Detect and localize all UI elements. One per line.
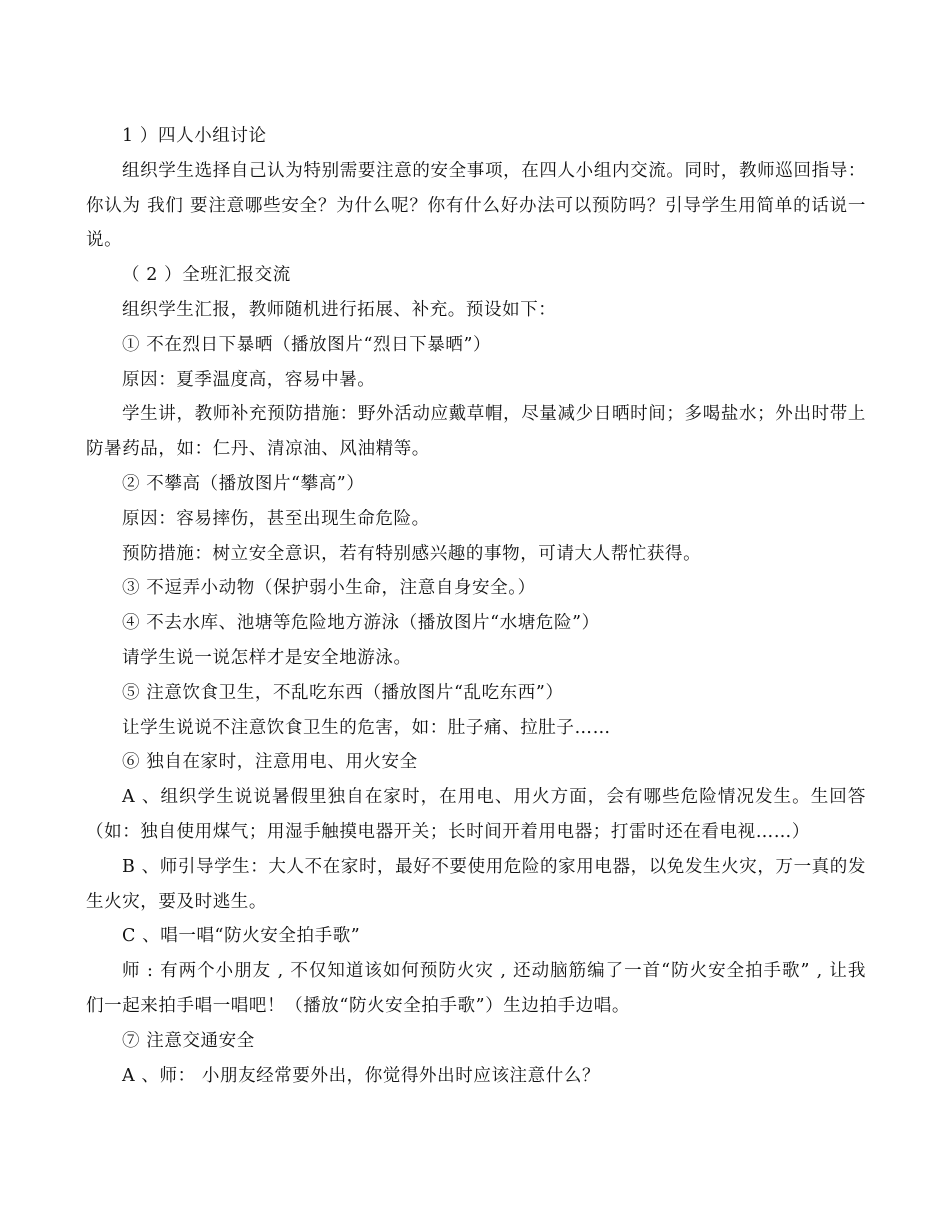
paragraph: 原因：容易摔伤，甚至出现生命危险。: [122, 508, 430, 529]
paragraph: ⑤ 注意饮食卫生，不乱吃东西（播放图片“乱吃东西”）: [122, 682, 564, 703]
paragraph: A 、组织学生说说暑假里独自在家时，在用电、用火方面，会有哪些危险情况发生。生回答（如：独自使用煤气；用湿手触摸电器开关；长时间开着用电器；打雷时还在看电视……）: [86, 787, 866, 842]
paragraph: 原因：夏季温度高，容易中暑。: [122, 369, 376, 390]
paragraph: ② 不攀高（播放图片“攀高”）: [122, 473, 365, 494]
paragraph: ⑦ 注意交通安全: [122, 1030, 255, 1051]
paragraph: B 、师引导学生：大人不在家时，最好不要使用危险的家用电器，以免发生火灾，万一真的发生火灾，要及时逃生。: [86, 856, 866, 912]
document-body: [86, 119, 866, 1093]
paragraph: （ 2 ）全班汇报交流: [122, 265, 291, 286]
paragraph: 师 : 有两个小朋友 , 不仅知道该如何预防火灾 , 还动脑筋编了一首“防火安全拍手歌” , 让我们一起来拍手唱一唱吧！（播放“防火安全拍手歌”）生边拍手边唱。: [86, 961, 866, 1016]
paragraph: 组织学生选择自己认为特别需要注意的安全事项，在四人小组内交流。同时，教师巡回指导：你认为 我们 要注意哪些安全？为什么呢？你有什么好办法可以预防吗？引导学生用简单的话说一说。: [86, 160, 866, 251]
paragraph: 预防措施：树立安全意识，若有特别感兴趣的事物，可请大人帮忙获得。: [122, 543, 702, 564]
paragraph: 组织学生汇报，教师随机进行拓展、补充。预设如下：: [122, 299, 557, 320]
paragraph: 让学生说说不注意饮食卫生的危害，如：肚子痛、拉肚子……: [122, 717, 611, 738]
paragraph: ① 不在烈日下暴晒（播放图片“烈日下暴晒”）: [122, 334, 492, 355]
paragraph: A 、师： 小朋友经常要外出，你觉得外出时应该注意什么？: [122, 1065, 601, 1086]
paragraph: 学生讲，教师补充预防措施：野外活动应戴草帽，尽量减少日晒时间；多喝盐水；外出时带上防暑药品，如：仁丹、清凉油、风油精等。: [86, 404, 866, 460]
paragraph: 请学生说一说怎样才是安全地游泳。: [122, 647, 412, 668]
paragraph: 1 ）四人小组讨论: [122, 126, 267, 146]
paragraph: ③ 不逗弄小动物（保护弱小生命，注意自身安全。）: [122, 578, 536, 599]
paragraph: ⑥ 独自在家时，注意用电、用火安全: [122, 752, 418, 773]
paragraph: ④ 不去水库、池塘等危险地方游泳（播放图片“水塘危险”）: [122, 613, 600, 634]
paragraph: C 、唱一唱“防火安全拍手歌”: [122, 926, 361, 947]
